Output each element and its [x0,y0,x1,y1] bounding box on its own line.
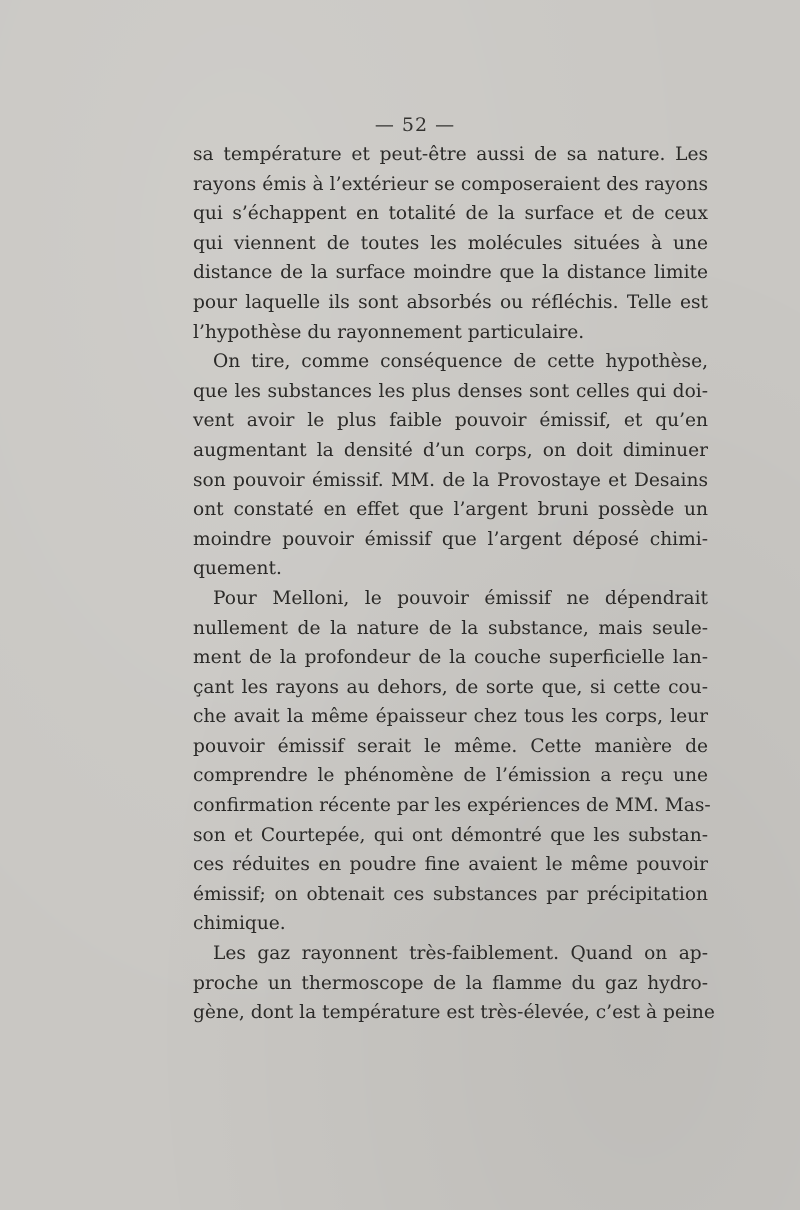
text-line: Pour Melloni, le pouvoir émissif ne dépendrait [213,587,708,609]
text-line: chimique. [193,913,286,935]
text-line: che avait la même épaisseur chez tous les corps, leur [193,706,708,728]
text-line: Les gaz rayonnent très-faiblement. Quand on ap- [213,943,708,965]
text-line: distance de la surface moindre que la distance limite [193,262,708,284]
text-line: quement. [193,558,282,580]
text-line: qui s’échappent en totalité de la surface et de ceux [193,203,708,225]
text-line: ont constaté en effet que l’argent bruni possède un [193,499,708,521]
text-line: l’hypothèse du rayonnement particulaire. [193,321,585,343]
paragraph [193,140,708,347]
text-line: émissif; on obtenait ces substances par précipitation [193,883,708,905]
text-line: rayons émis à l’extérieur se composeraient des rayons [193,173,708,195]
page-number: — 52 — [374,114,456,136]
text-line: pour laquelle ils sont absorbés ou réfléchis. Telle est [193,291,708,313]
paragraph [193,939,715,1028]
text-line: comprendre le phénomène de l’émission a reçu une [193,765,708,787]
text-line: son et Courtepée, qui ont démontré que les substan- [193,824,708,846]
text-line: gène, dont la température est très-élevée, c’est à peine [193,1002,715,1024]
text-line: confirmation récente par les expériences de MM. Mas- [193,795,711,817]
text-line: sa température et peut-être aussi de sa nature. Les [193,144,708,165]
text-line: son pouvoir émissif. MM. de la Provostaye et Desains [193,469,708,491]
text-line: On tire, comme conséquence de cette hypothèse, [213,351,708,373]
text-line: ces réduites en poudre fine avaient le même pouvoir [193,854,708,876]
text-line: que les substances les plus denses sont celles qui doi- [193,380,708,402]
text-line: augmentant la densité d’un corps, on doit diminuer [193,439,708,461]
text-line: nullement de la nature de la substance, mais seule- [193,617,708,639]
text-line: pouvoir émissif serait le même. Cette manière de [193,735,708,757]
text-line: çant les rayons au dehors, de sorte que, si cette cou- [193,676,708,698]
text-line: ment de la profondeur de la couche superficielle lan- [193,647,708,669]
text-line: qui viennent de toutes les molécules situées à une [193,232,708,254]
body-text [193,140,715,1028]
text-line: vent avoir le plus faible pouvoir émissif, et qu’en [193,410,708,432]
text-line: proche un thermoscope de la flamme du gaz hydro- [193,972,708,994]
paragraph [193,347,708,584]
paragraph [193,584,711,939]
text-line: moindre pouvoir émissif que l’argent déposé chimi- [193,528,708,550]
